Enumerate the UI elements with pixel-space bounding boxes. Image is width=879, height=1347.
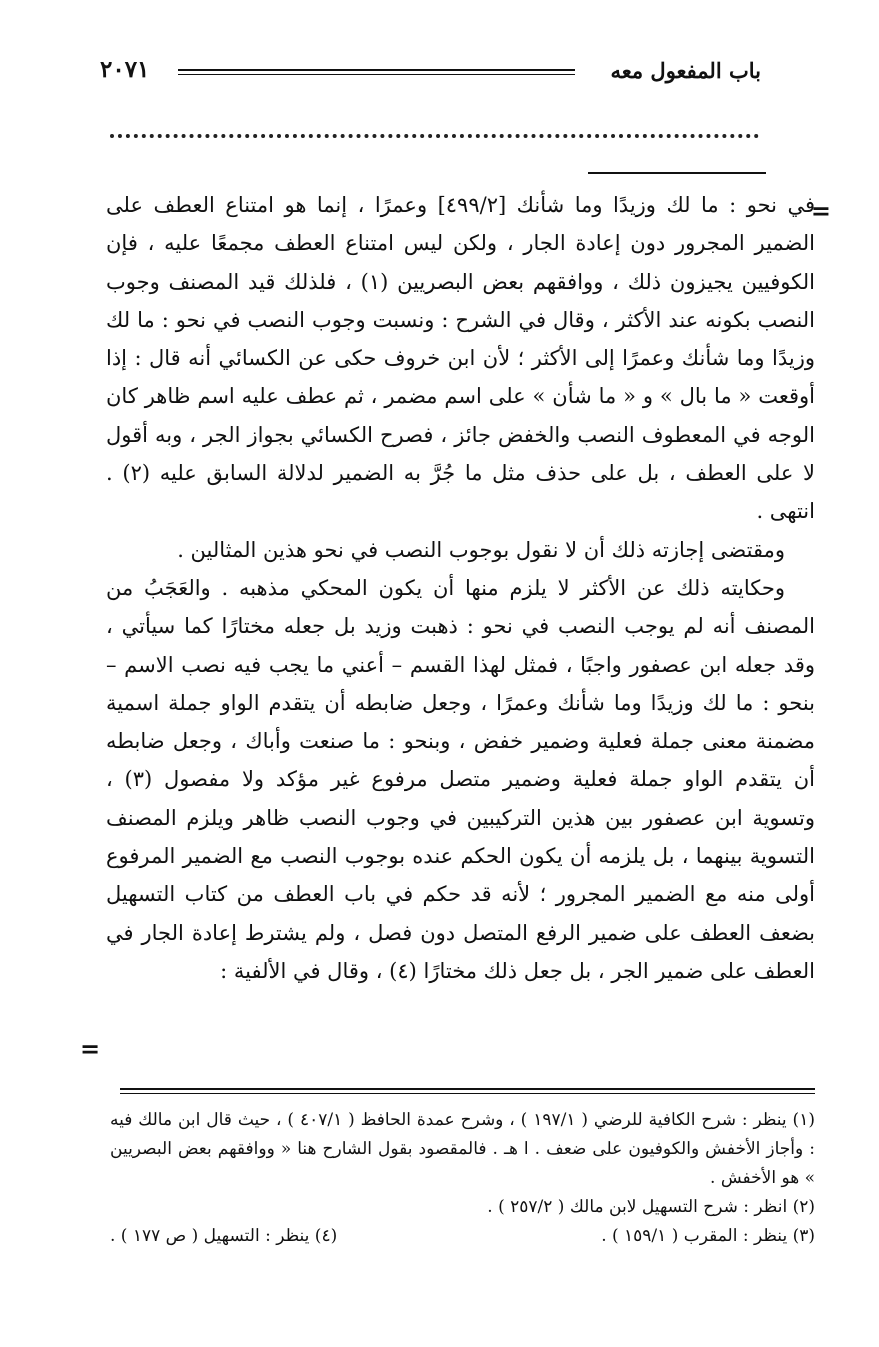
chapter-title: باب المفعول معه (610, 58, 761, 83)
continuation-mark-top: = (810, 196, 831, 225)
running-header (100, 58, 761, 94)
footnote-2: (٢) انظر : شرح التسهيل لابن مالك ( ٢٥٧/٢ ) . (487, 1197, 815, 1217)
main-text (106, 186, 815, 990)
footnote-row (110, 1222, 815, 1251)
footnote-1: (١) ينظر : شرح الكافية للرضي ( ١٩٧/١ ) ، وشرح عمدة الحافظ ( ٤٠٧/١ ) ، حيث قال ابن مالك فيه : وأجاز الأخفش والكوفيون على ضعف . ا هـ . فالمقصود بقول الشارح هنا « ووافقهم بعض البصريين » هو الأخفش . (110, 1110, 815, 1188)
page-number: ٢٠٧١ (100, 56, 150, 83)
footnote-rule (120, 1088, 815, 1094)
footnote-4: (٤) ينظر : التسهيل ( ص ١٧٧ ) . (110, 1226, 338, 1246)
paragraph-1: في نحو : ما لك وزيدًا وما شأنك [٤٩٩/٢] وعمرًا ، إنما هو امتناع العطف على الضمير المجرور دون إعادة الجار ، ولكن ليس امتناع العطف مجمعًا عليه ، فإن الكوفيين يجيزون ذلك ، ووافقهم بعض البصريين (١) ، فلذلك قيد المصنف وجوب النصب بكونه عند الأكثر ، وقال في الشرح : ونسبت وجوب النصب في نحو : ما لك وزيدًا وما شأنك وعمرًا إلى الأكثر ؛ لأن ابن خروف حكى عن الكسائي أنه قال : إذا أوقعت « ما بال » و « ما شأن » على اسم مضمر ، ثم عطف عليه اسم ظاهر كان الوجه في المعطوف النصب والخفض جائز ، فصرح الكسائي بجواز الجر ، وبه أقول لا على العطف ، بل على حذف مثل ما جُرَّ به الضمير لدلالة السابق عليه (٢) . انتهى . (106, 193, 816, 524)
short-rule (588, 172, 766, 174)
header-rule (178, 69, 575, 75)
continuation-mark-bottom: = (80, 1034, 101, 1063)
paragraph-3: وحكايته ذلك عن الأكثر لا يلزم منها أن يكون المحكي مذهبه . والعَجَبُ من المصنف أنه لم يوجب النصب في نحو : ذهبت وزيد بل جعله مختارًا كما سيأتي ، وقد جعله ابن عصفور واجبًا ، فمثل لهذا القسم – أعني ما يجب فيه نصب الاسم – بنحو : ما لك وزيدًا وما شأنك وعمرًا ، وجعل ضابطه أن يتقدم الواو جملة اسمية مضمنة معنى جملة فعلية وضمير خفض ، وبنحو : ما صنعت وأباك ، وجعل ضابطه أن يتقدم الواو جملة فعلية وضمير متصل مرفوع غير مؤكد ولا مفصول (٣) ، وتسوية ابن عصفور بين هذين التركيبين في وجوب النصب ظاهر ويلزم المصنف التسوية بينهما ، بل يلزمه أن يكون الحكم عنده بوجوب النصب مع الضمير المرفوع أولى منه مع الضمير المجرور ؛ لأنه قد حكم في باب العطف من كتاب التسهيل بضعف العطف على ضمير الرفع المتصل دون فصل ، ولم يشترط إعادة الجار في العطف على ضمير الجر ، بل جعل ذلك مختارًا (٤) ، وقال في الألفية : (106, 575, 815, 983)
footnote-3: (٣) ينظر : المقرب ( ١٥٩/١ ) . (601, 1226, 815, 1246)
footnotes (110, 1106, 815, 1251)
dotted-separator (110, 128, 759, 138)
paragraph-2: ومقتضى إجازته ذلك أن لا نقول بوجوب النصب في نحو هذين المثالين . (177, 537, 785, 562)
